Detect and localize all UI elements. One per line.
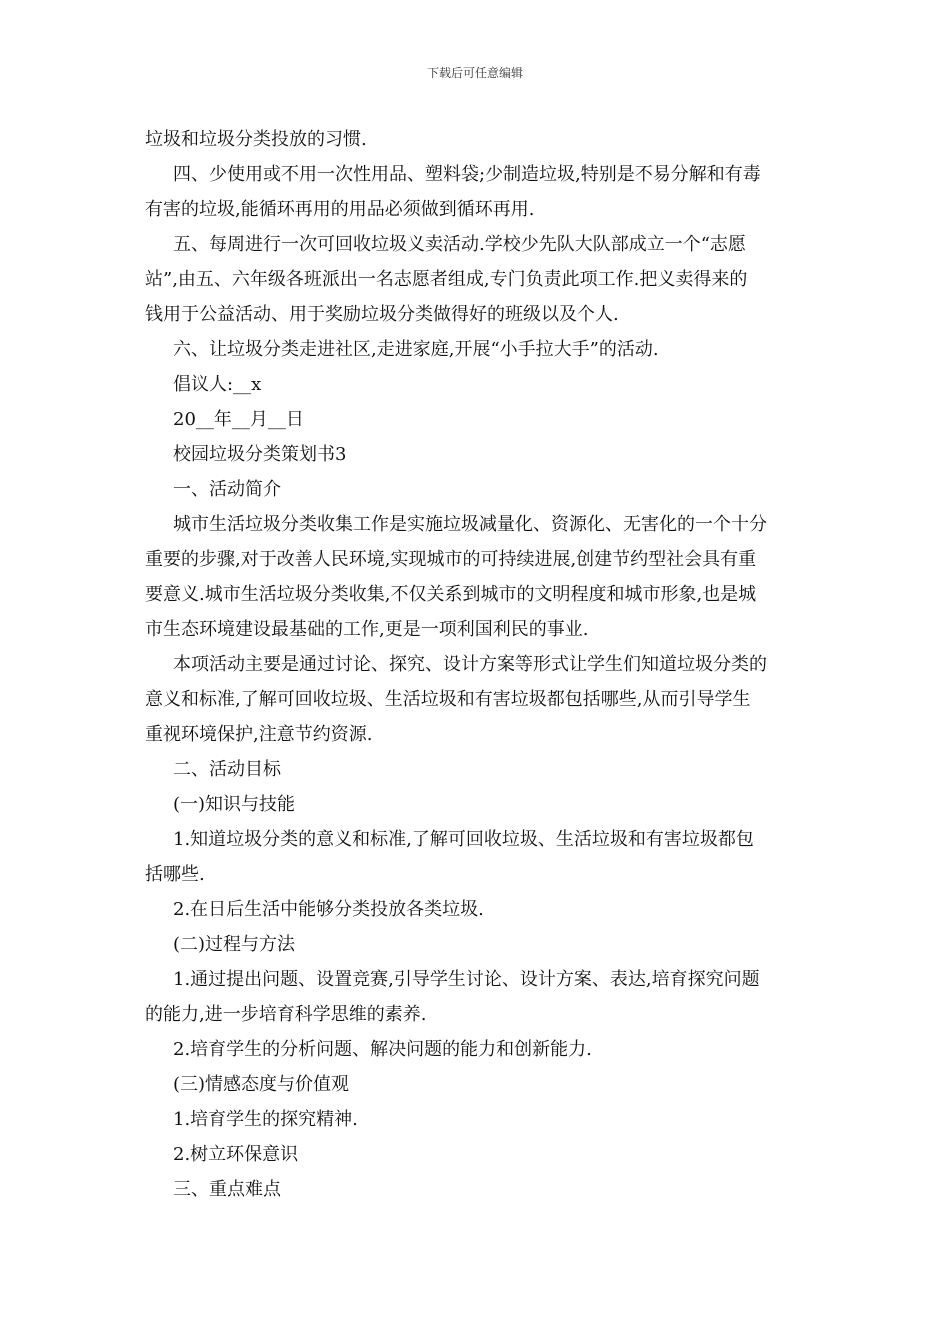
text-line: 意义和标准,了解可回收垃圾、生活垃圾和有害垃圾都包括哪些,从而引导学生: [145, 689, 751, 710]
text-line: 四、少使用或不用一次性用品、塑料袋;少制造垃圾,特别是不易分解和有毒: [173, 164, 761, 185]
text-line: 括哪些.: [145, 864, 205, 885]
text-line: 要意义.城市生活垃圾分类收集,不仅关系到城市的文明程度和城市形象,也是城: [145, 584, 757, 605]
page-header: 下载后可任意编辑: [426, 66, 523, 80]
text-line: 20__年__月__日: [173, 409, 304, 430]
text-line: 六、让垃圾分类走进社区,走进家庭,开展“小手拉大手”的活动.: [173, 339, 659, 360]
text-line: 城市生活垃圾分类收集工作是实施垃圾减量化、资源化、无害化的一个十分: [173, 514, 767, 535]
text-line: 垃圾和垃圾分类投放的习惯.: [145, 129, 367, 150]
text-line: (二)过程与方法: [173, 934, 296, 955]
text-line: 1.通过提出问题、设置竞赛,引导学生讨论、设计方案、表达,培育探究问题: [173, 969, 760, 990]
text-line: 校园垃圾分类策划书3: [173, 444, 347, 465]
text-line: 五、每周进行一次可回收垃圾义卖活动.学校少先队大队部成立一个“志愿: [173, 234, 746, 255]
text-line: 三、重点难点: [173, 1179, 281, 1200]
text-line: 1.培育学生的探究精神.: [173, 1109, 358, 1130]
text-line: 2.在日后生活中能够分类投放各类垃圾.: [173, 899, 484, 920]
text-line: 倡议人:__x: [173, 374, 262, 395]
text-line: 本项活动主要是通过讨论、探究、设计方案等形式让学生们知道垃圾分类的: [173, 654, 767, 675]
document-body: [145, 122, 810, 1207]
text-line: 二、活动目标: [173, 759, 281, 780]
text-line: 重要的步骤,对于改善人民环境,实现城市的可持续进展,创建节约型社会具有重: [145, 549, 757, 570]
text-line: 站”,由五、六年级各班派出一名志愿者组成,专门负责此项工作.把义卖得来的: [145, 269, 748, 290]
text-line: 一、活动简介: [173, 479, 281, 500]
text-line: 2.树立环保意识: [173, 1144, 299, 1165]
text-line: (三)情感态度与价值观: [173, 1074, 350, 1095]
text-line: 的能力,进一步培育科学思维的素养.: [145, 1004, 427, 1025]
text-line: 钱用于公益活动、用于奖励垃圾分类做得好的班级以及个人.: [145, 304, 619, 325]
text-line: 市生态环境建设最基础的工作,更是一项利国利民的事业.: [145, 619, 589, 640]
text-line: 重视环境保护,注意节约资源.: [145, 724, 373, 745]
text-line: 有害的垃圾,能循环再用的用品必须做到循环再用.: [145, 199, 535, 220]
text-line: 2.培育学生的分析问题、解决问题的能力和创新能力.: [173, 1039, 592, 1060]
text-line: (一)知识与技能: [173, 794, 296, 815]
text-line: 1.知道垃圾分类的意义和标准,了解可回收垃圾、生活垃圾和有害垃圾都包: [173, 829, 754, 850]
